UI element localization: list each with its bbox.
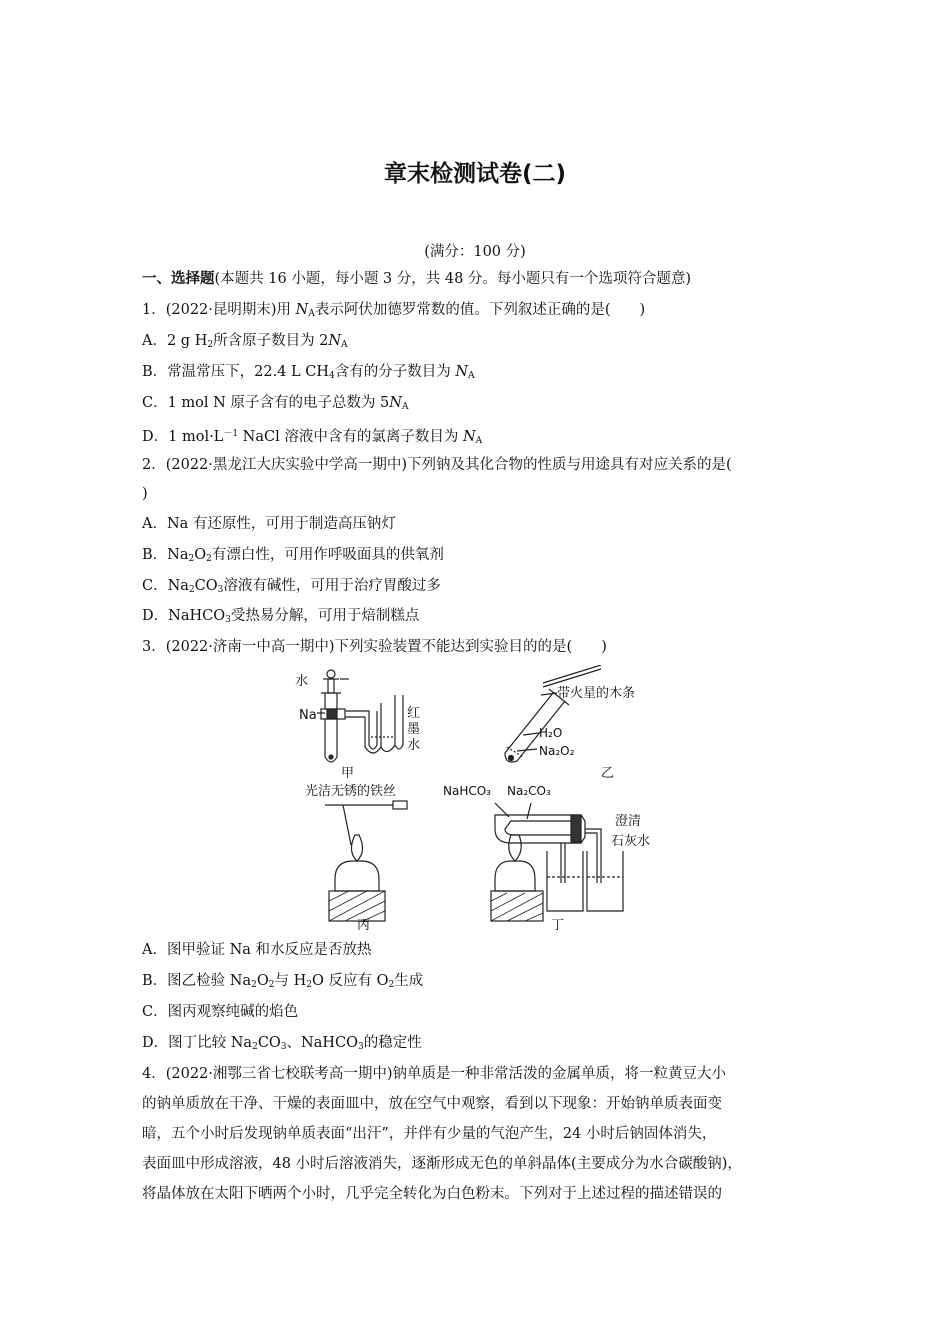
label-jia: 甲 bbox=[341, 766, 355, 781]
label-nahco3: NaHCO₃ bbox=[443, 784, 491, 798]
apparatus-svg bbox=[295, 665, 675, 930]
label-red-2: 墨 bbox=[407, 722, 421, 737]
label-clear-1: 澄清 bbox=[615, 814, 642, 829]
q2-option-b: B．$Na_2O_2$有漂白性，可用作呼吸面具的供氧剂 bbox=[142, 547, 444, 564]
q3-stem: 3．(2022·济南一中高一期中)下列实验装置不能达到实验目的的是( ) bbox=[142, 639, 607, 655]
label-na2o2: Na₂O₂ bbox=[539, 744, 575, 758]
label-stick: 带火星的木条 bbox=[557, 686, 636, 701]
q2-option-c: C．$Na_2CO_3$溶液有碱性，可用于治疗胃酸过多 bbox=[142, 578, 441, 595]
figure-ding bbox=[491, 803, 623, 921]
label-na2co3: Na₂CO₃ bbox=[507, 784, 551, 798]
label-water: 水 bbox=[295, 674, 309, 689]
figure-bing bbox=[325, 801, 407, 921]
q3-apparatus-figures bbox=[295, 665, 675, 930]
label-clear-2: 石灰水 bbox=[611, 834, 651, 849]
section-heading bbox=[142, 269, 822, 289]
q2-option-a: A．Na 有还原性，可用于制造高压钠灯 bbox=[142, 516, 396, 532]
label-bing: 丙 bbox=[357, 918, 371, 930]
q3-option-a: A．图甲验证 Na 和水反应是否放热 bbox=[142, 942, 372, 958]
q1-option-c: C．1 mol N 原子含有的电子总数为 $5N_A$ bbox=[142, 395, 409, 412]
score-note: (满分：100 分) bbox=[424, 244, 526, 260]
q4-line-1: 4．(2022·湘鄂三省七校联考高一期中)钠单质是一种非常活泼的金属单质，将一粒黄豆大小 bbox=[142, 1066, 727, 1082]
q3-option-c: C．图丙观察纯碱的焰色 bbox=[142, 1004, 299, 1020]
section-title: 一、选择题 bbox=[142, 271, 215, 287]
section-note: (本题共 16 小题，每小题 3 分，共 48 分。每小题只有一个选项符合题意) bbox=[214, 271, 692, 287]
q3-option-d: D．图丁比较 $Na_2CO_3$、NaHCO$_3$的稳定性 bbox=[142, 1035, 422, 1052]
label-na: Na bbox=[299, 708, 317, 723]
q1-option-b: B．常温常压下，22.4 L $CH_4$含有的分子数目为 $N_A$ bbox=[142, 364, 475, 381]
q2-option-d: D．NaHCO$_3$受热易分解，可用于焙制糕点 bbox=[142, 608, 420, 625]
q4-line-3: 暗，五个小时后发现钠单质表面“出汗”，并伴有少量的气泡产生，24 小时后钠固体消失， bbox=[142, 1126, 717, 1142]
label-red-3: 水 bbox=[407, 738, 421, 753]
page-title: 章末检测试卷(二) bbox=[383, 161, 567, 187]
label-ding: 丁 bbox=[551, 918, 565, 930]
label-red-1: 红 bbox=[407, 706, 421, 721]
q3-option-b: B．图乙检验 $Na_2O_2$与 $H_2O$ 反应有 $O_2$生成 bbox=[142, 973, 424, 990]
q1-option-a: A．2 g $H_2$所含原子数目为 $2N_A$ bbox=[142, 333, 348, 350]
label-wire: 光洁无锈的铁丝 bbox=[305, 784, 397, 799]
q2-stem-cont: ) bbox=[142, 486, 148, 502]
label-yi: 乙 bbox=[601, 766, 615, 781]
q2-stem: 2．(2022·黑龙江大庆实验中学高一期中)下列钠及其化合物的性质与用途具有对应关系的是( bbox=[142, 457, 732, 473]
q4-line-2: 的钠单质放在干净、干燥的表面皿中，放在空气中观察，看到以下现象：开始钠单质表面变 bbox=[142, 1096, 722, 1112]
q4-line-4: 表面皿中形成溶液，48 小时后溶液消失，逐渐形成无色的单斜晶体(主要成分为水合碳酸钠)， bbox=[142, 1156, 742, 1172]
q1-option-d: D．1 $mol\cdot L^{-1}$ NaCl 溶液中含有的氯离子数目为 $N_A$ bbox=[142, 429, 483, 446]
label-h2o: H₂O bbox=[539, 726, 563, 740]
q1-stem: 1．(2022·昆明期末)用 $N_A$表示阿伏加德罗常数的值。下列叙述正确的是( ) bbox=[142, 302, 646, 319]
q4-line-5: 将晶体放在太阳下晒两个小时，几乎完全转化为白色粉末。下列对于上述过程的描述错误的 bbox=[142, 1186, 722, 1202]
figure-jia bbox=[317, 670, 403, 762]
